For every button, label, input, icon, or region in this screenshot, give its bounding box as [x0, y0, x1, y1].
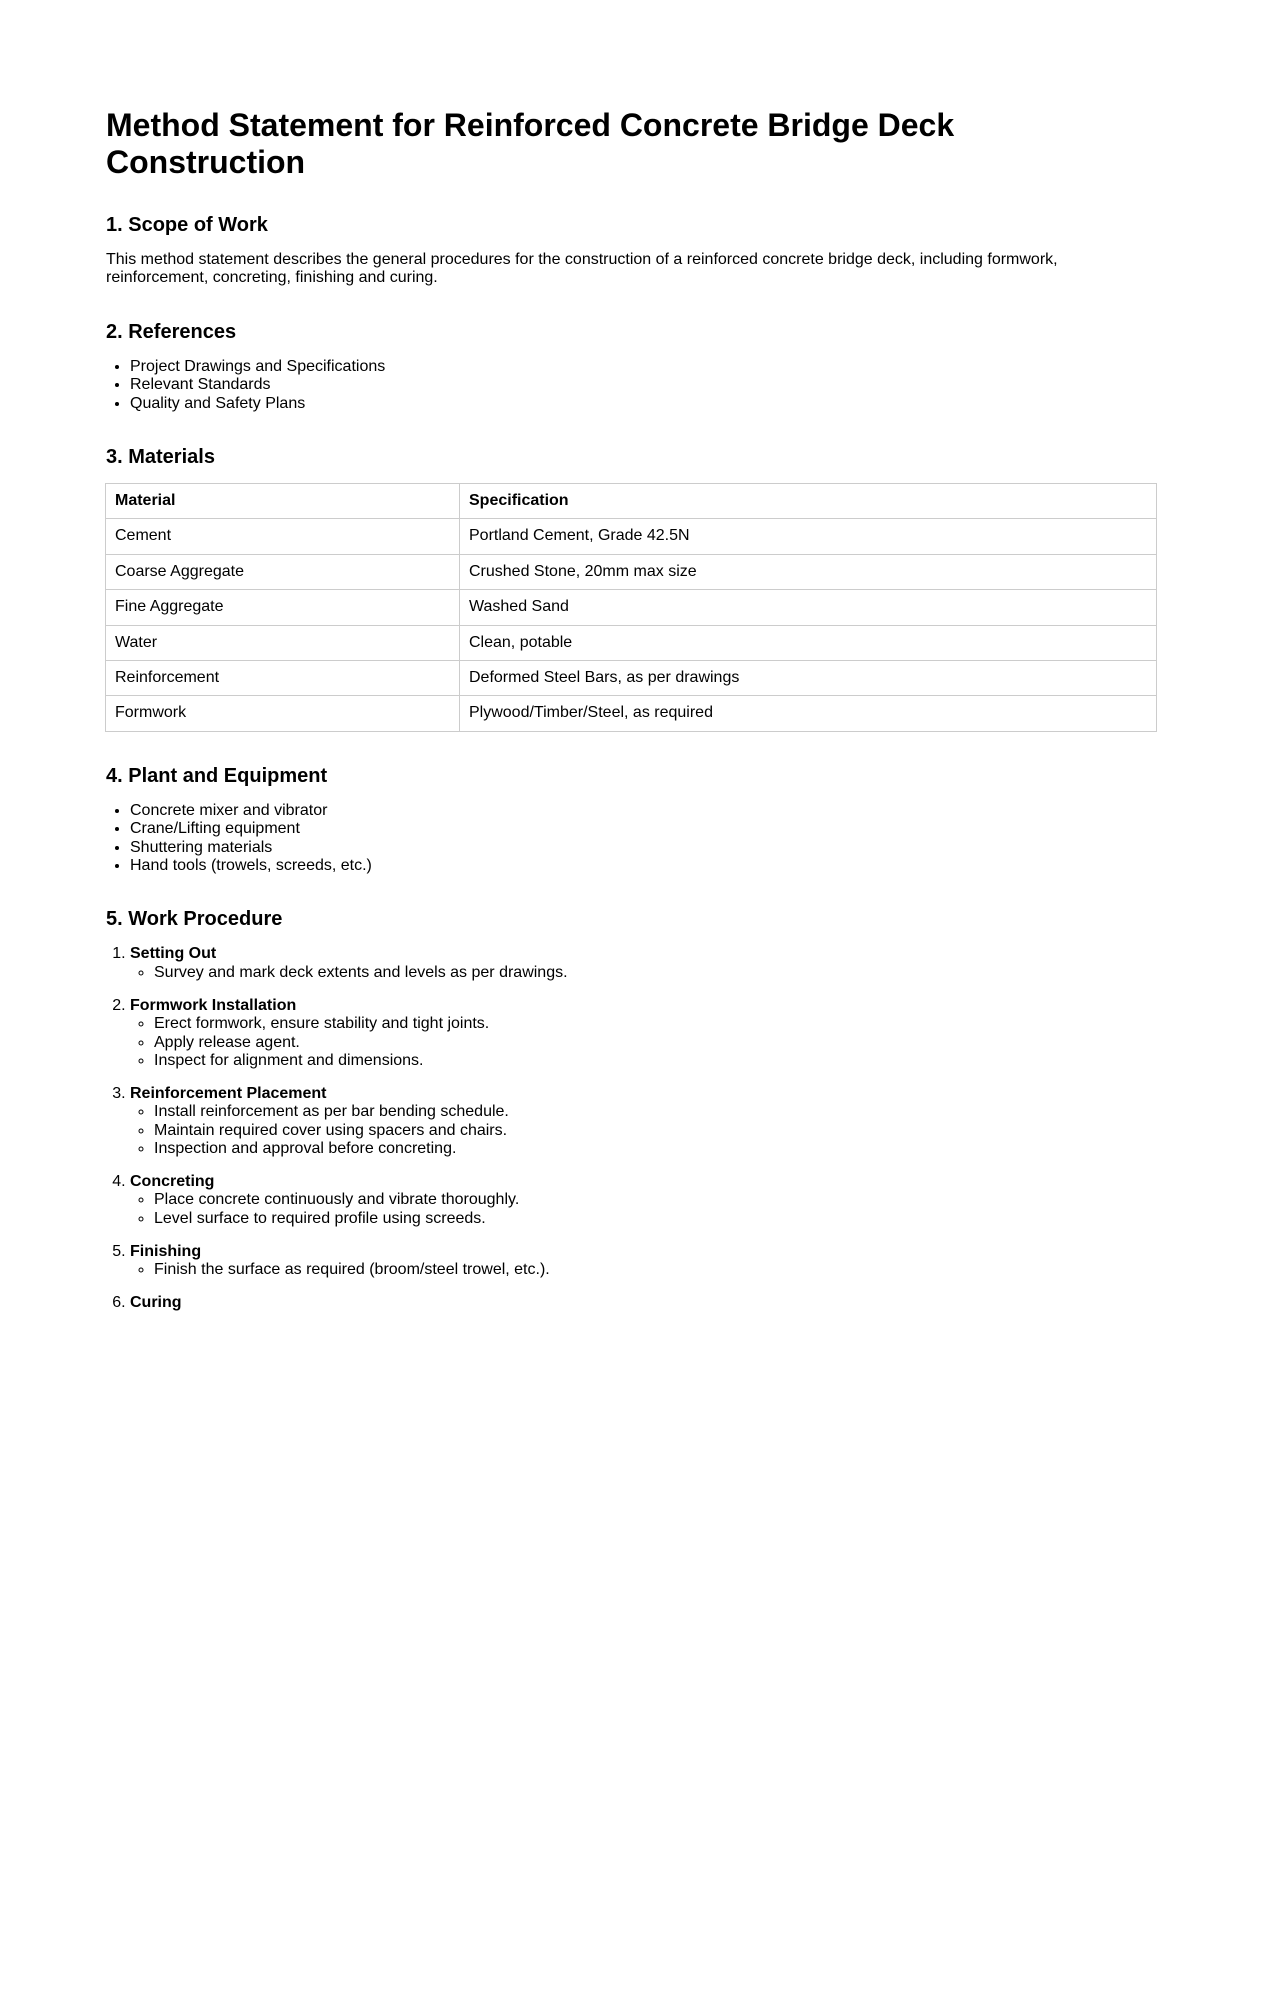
- section-plant-equipment: [105, 765, 1157, 876]
- step-detail: ◦ Inspect for alignment and dimensions.: [154, 1052, 1157, 1070]
- procedure-steps: [105, 945, 1157, 1312]
- procedure-step: [130, 1173, 1157, 1228]
- list-item: • Hand tools (trowels, screeds, etc.): [130, 857, 1157, 875]
- document: [105, 107, 1157, 1327]
- material-cell: Water: [106, 625, 460, 660]
- materials-table: [105, 483, 1157, 732]
- step-title: Setting Out: [130, 945, 217, 963]
- table-row: [106, 554, 1157, 589]
- references-list: [105, 358, 1157, 413]
- column-header-specification: Specification: [460, 483, 1157, 518]
- step-detail: ◦ Survey and mark deck extents and levels as per drawings.: [154, 964, 1157, 982]
- procedure-step: [130, 945, 1157, 982]
- procedure-step: [130, 1085, 1157, 1159]
- specification-cell: Plywood/Timber/Steel, as required: [460, 696, 1157, 731]
- material-cell: Cement: [106, 519, 460, 554]
- list-item: • Crane/Lifting equipment: [130, 820, 1157, 838]
- step-title: Reinforcement Placement: [130, 1084, 327, 1102]
- column-header-material: Material: [106, 483, 460, 518]
- table-row: [106, 696, 1157, 731]
- section-references: [105, 321, 1157, 413]
- list-item: • Shuttering materials: [130, 839, 1157, 857]
- table-row: [106, 590, 1157, 625]
- section-materials: [105, 446, 1157, 732]
- step-title: Finishing: [130, 1242, 202, 1260]
- specification-cell: Deformed Steel Bars, as per drawings: [460, 660, 1157, 695]
- step-title: Curing: [130, 1294, 182, 1312]
- step-detail: ◦ Install reinforcement as per bar bending schedule.: [154, 1103, 1157, 1121]
- step-detail: ◦ Maintain required cover using spacers and chairs.: [154, 1122, 1157, 1140]
- section-heading-references: 2. References: [106, 320, 237, 343]
- procedure-step: [130, 1294, 1157, 1312]
- section-work-procedure: [105, 908, 1157, 1312]
- list-item: • Quality and Safety Plans: [130, 395, 1157, 413]
- section-heading-scope: 1. Scope of Work: [106, 214, 268, 236]
- material-cell: Fine Aggregate: [106, 590, 460, 625]
- section-heading-materials: 3. Materials: [106, 445, 215, 468]
- list-item: • Concrete mixer and vibrator: [130, 802, 1157, 820]
- section-heading-plant: 4. Plant and Equipment: [106, 764, 328, 787]
- step-title: Concreting: [130, 1173, 215, 1191]
- material-cell: Formwork: [106, 696, 460, 731]
- step-detail: ◦ Erect formwork, ensure stability and tight joints.: [154, 1015, 1157, 1033]
- step-detail: ◦ Place concrete continuously and vibrate thoroughly.: [154, 1191, 1157, 1209]
- table-row: [106, 660, 1157, 695]
- procedure-step: [130, 997, 1157, 1071]
- step-detail: ◦ Finish the surface as required (broom/steel trowel, etc.).: [154, 1261, 1157, 1279]
- step-detail: ◦ Level surface to required profile using screeds.: [154, 1210, 1157, 1228]
- table-row: [106, 625, 1157, 660]
- list-item: • Relevant Standards: [130, 376, 1157, 394]
- section-heading-procedure: 5. Work Procedure: [106, 908, 283, 931]
- section-scope: [105, 214, 1157, 288]
- procedure-step: [130, 1243, 1157, 1280]
- step-title: Formwork Installation: [130, 996, 297, 1014]
- plant-list: [105, 802, 1157, 876]
- material-cell: Reinforcement: [106, 660, 460, 695]
- step-detail: ◦ Apply release agent.: [154, 1034, 1157, 1052]
- table-header-row: [106, 483, 1157, 518]
- table-row: [106, 519, 1157, 554]
- list-item: • Project Drawings and Specifications: [130, 358, 1157, 376]
- step-detail: ◦ Inspection and approval before concreting.: [154, 1140, 1157, 1158]
- specification-cell: Clean, potable: [460, 625, 1157, 660]
- material-cell: Coarse Aggregate: [106, 554, 460, 589]
- page-title: Method Statement for Reinforced Concrete Bridge Deck Construction: [106, 107, 955, 180]
- specification-cell: Crushed Stone, 20mm max size: [460, 554, 1157, 589]
- specification-cell: Washed Sand: [460, 590, 1157, 625]
- scope-text: This method statement describes the general procedures for the construction of a reinforced concrete bridge deck, including formwork, reinforcement, concreting, finishing and curing.: [106, 251, 1058, 287]
- specification-cell: Portland Cement, Grade 42.5N: [460, 519, 1157, 554]
